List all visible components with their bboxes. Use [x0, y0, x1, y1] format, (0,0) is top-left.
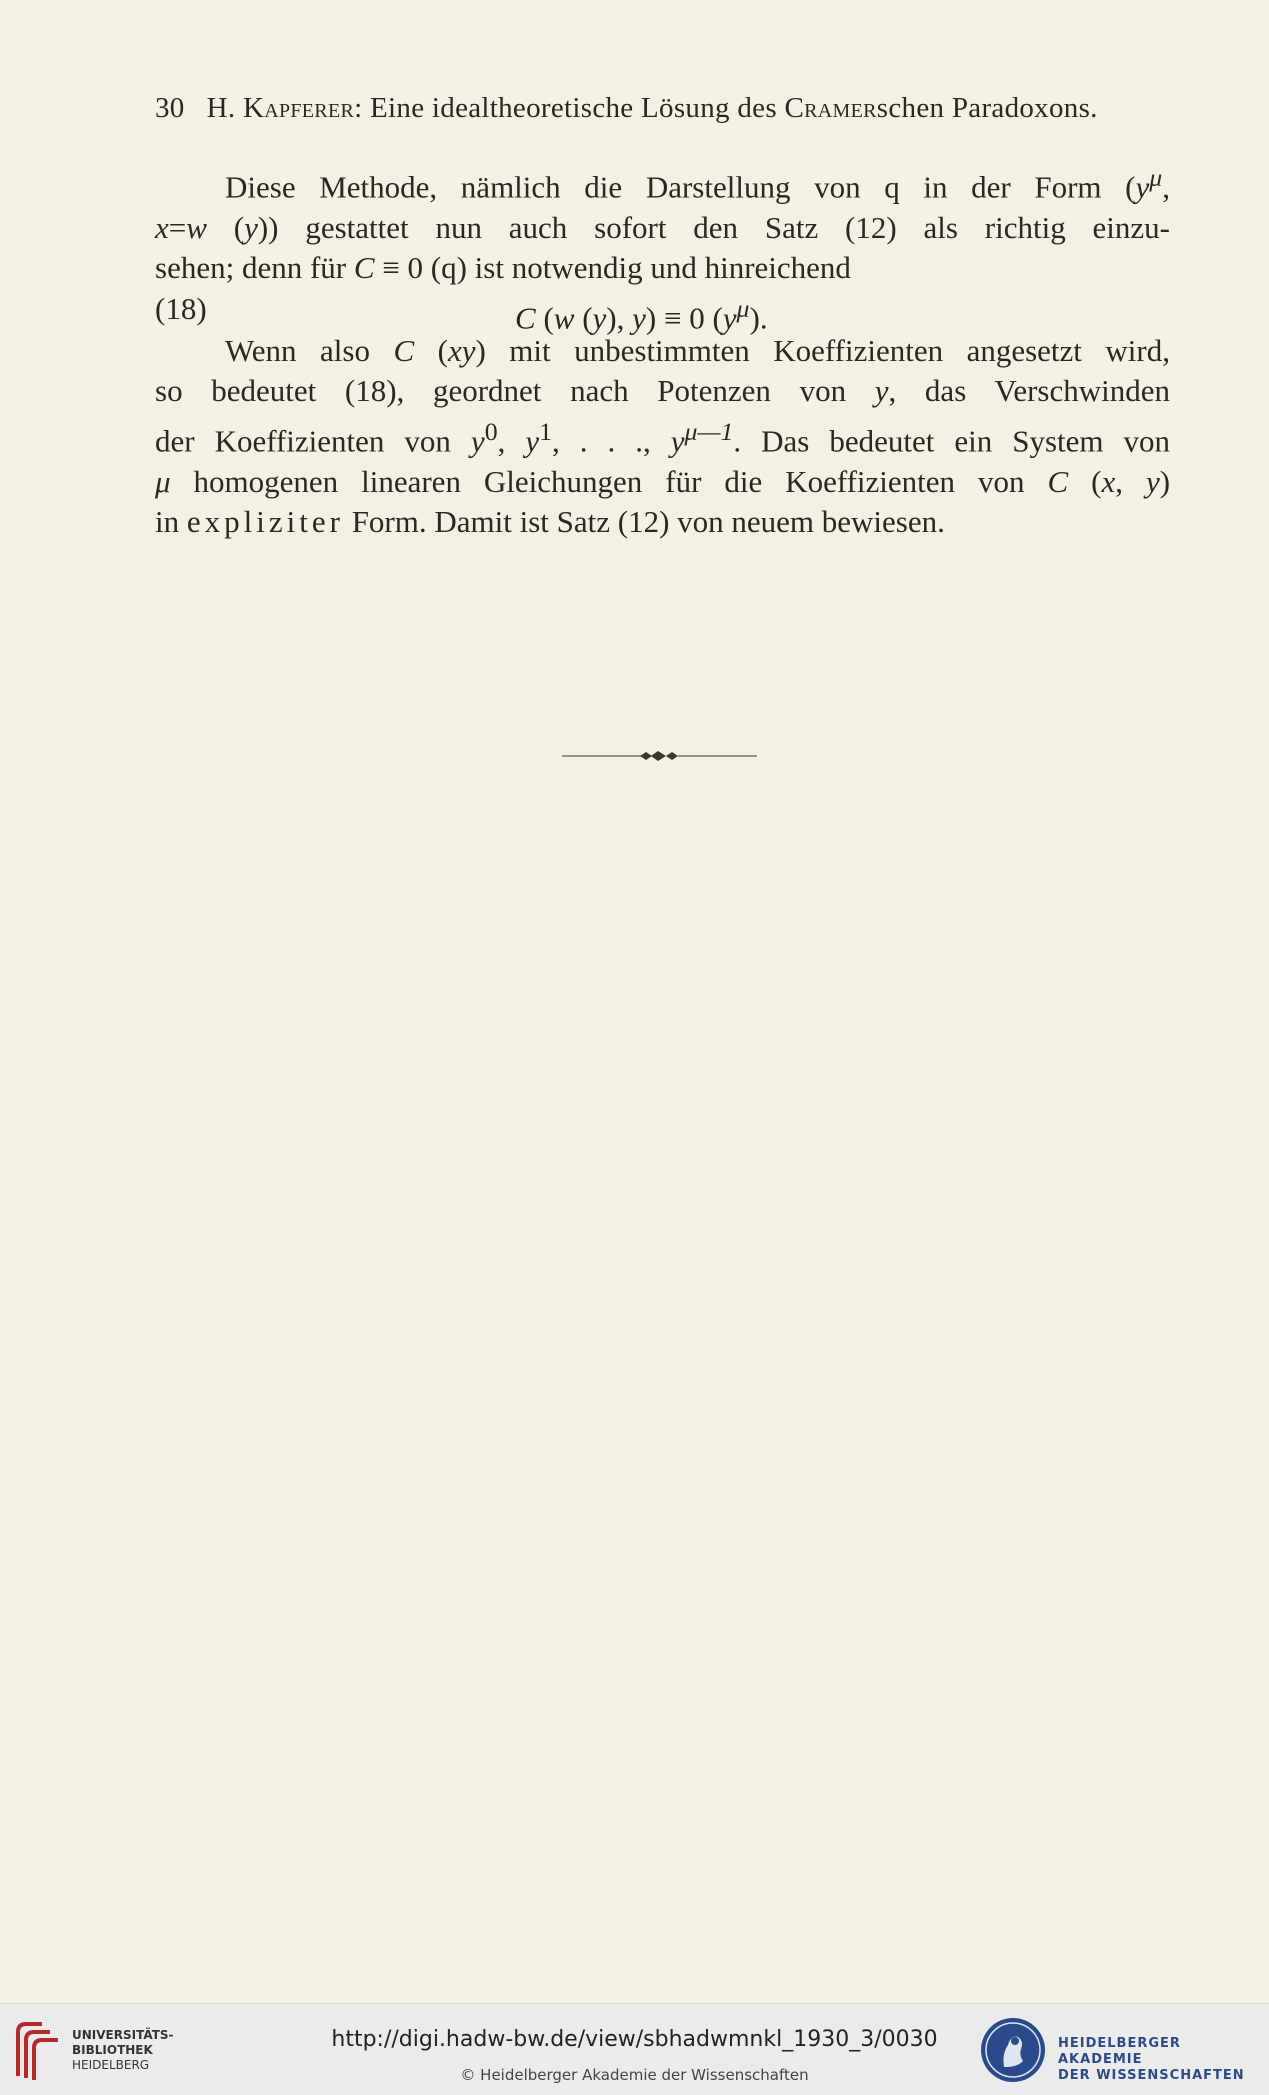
header-name: Cramer	[784, 92, 877, 124]
paragraph-1-line-3: sehen; denn für C ≡ 0 (q) ist notwendig und hinreichend	[155, 250, 851, 286]
paragraph-2-line-5: in expliziter Form. Damit ist Satz (12) von neuem bewiesen.	[155, 504, 945, 540]
university-library-name: UNIVERSITÄTS- BIBLIOTHEK HEIDELBERG	[72, 2028, 174, 2072]
running-header	[155, 92, 1175, 125]
header-title-end: schen Paradoxons.	[876, 92, 1098, 124]
permalink-url[interactable]: http://digi.hadw-bw.de/view/sbhadwmnkl_1930_3/0030	[331, 2027, 938, 2052]
paragraph-1-line-2: x=w (y)) gestattet nun auch sofort den Satz (12) als richtig einzu-	[155, 209, 1170, 245]
equation-body: C (w (y), y) ≡ 0 $(y^\mu)$.	[515, 293, 768, 336]
paragraph-2-line-4: μ homogenen linearen Gleichungen für die Koeffizienten von C (x, y)	[155, 463, 1171, 499]
academy-seal-icon	[978, 2015, 1048, 2085]
paragraph-1-line-1: Diese Methode, nämlich die Darstellung von q in der Form ($y^\mu$,	[225, 163, 1170, 205]
equation-number: (18)	[155, 290, 207, 326]
body-text	[155, 158, 1170, 543]
academy-name: HEIDELBERGER AKADEMIE DER WISSENSCHAFTEN	[1058, 2036, 1245, 2083]
paragraph-2-line-2: so bedeutet (18), geordnet nach Potenzen von y, das Verschwinden	[155, 373, 1170, 409]
viewer-footer	[0, 2003, 1269, 2095]
end-ornament	[562, 750, 757, 762]
page-number: 30	[155, 92, 185, 124]
equation-18	[155, 289, 1170, 336]
paragraph-2-line-1: Wenn also C (xy) mit unbestimmten Koeffizienten angesetzt wird,	[225, 332, 1170, 368]
copyright-notice: © Heidelberger Akademie der Wissenschaften	[460, 2066, 809, 2084]
paragraph-2-line-3: der Koeffizienten von $y^0$, $y^1$, . . ., $y^{\mu—1}$. Das bedeutet ein System von	[155, 416, 1171, 459]
header-author: H. Kapferer	[206, 92, 355, 124]
header-title: : Eine idealtheoretische Lösung des	[354, 92, 785, 124]
